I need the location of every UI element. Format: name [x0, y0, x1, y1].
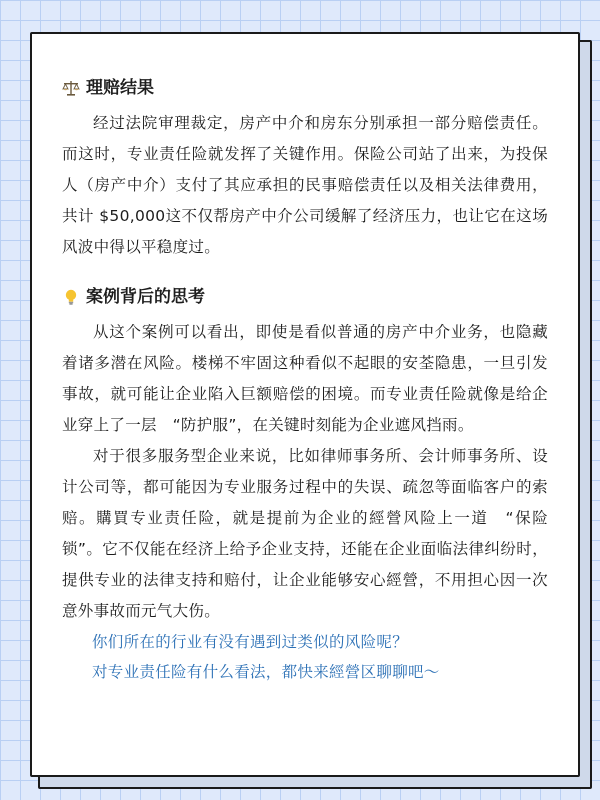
balance-scale-icon [62, 79, 80, 97]
case-reflection-paragraph-2: 对于很多服务型企业来说，比如律师事务所、会计师事务所、设计公司等，都可能因为专业服务过程中的失误、疏忽等面临客户的索赔。購買专业责任险，就是提前为企业的經營风险上一道 “保险锁”。它不仅能在经济上给予企业支持，还能在企业面临法律纠纷时，提供专业的法律支持和赔付，让企业能够安心經營，不用担心因一次意外事故而元气大伤。 [62, 447, 548, 620]
question-line-1: 你们所在的行业有没有遇到过类似的风险呢？ [92, 633, 409, 651]
section-title-text: 理赔结果 [86, 78, 154, 98]
section-title-claim-result [62, 76, 548, 100]
case-reflection-paragraph-1: 从这个案例可以看出，即使是看似普通的房产中介业务，也隐藏着诸多潜在风险。楼梯不牢固这种看似不起眼的安荃隐患，一旦引发事故，就可能让企业陷入巨额赔偿的困境。而专业责任险就像是给企业穿上了一层 “防护服”，在关键时刻能为企业遮风挡雨。 [62, 323, 548, 434]
section-title-text: 案例背后的思考 [86, 287, 205, 307]
section-title-case-reflection [62, 285, 548, 309]
content-card [30, 32, 580, 777]
claim-result-paragraph: 经过法院审理裁定，房产中介和房东分别承担一部分赔偿责任。而这时，专业责任险就发挥了关键作用。保险公司站了出来，为投保人（房产中介）支付了其应承担的民事赔偿责任以及相关法律费用，共计 $50,000这不仅帮房产中介公司缓解了经济压力，也让它在这场风波中得以平稳度过。 [62, 114, 548, 256]
question-line-2: 对专业责任险有什么看法，都快来經營区聊聊吧〜 [92, 663, 440, 681]
lightbulb-icon [62, 288, 80, 306]
